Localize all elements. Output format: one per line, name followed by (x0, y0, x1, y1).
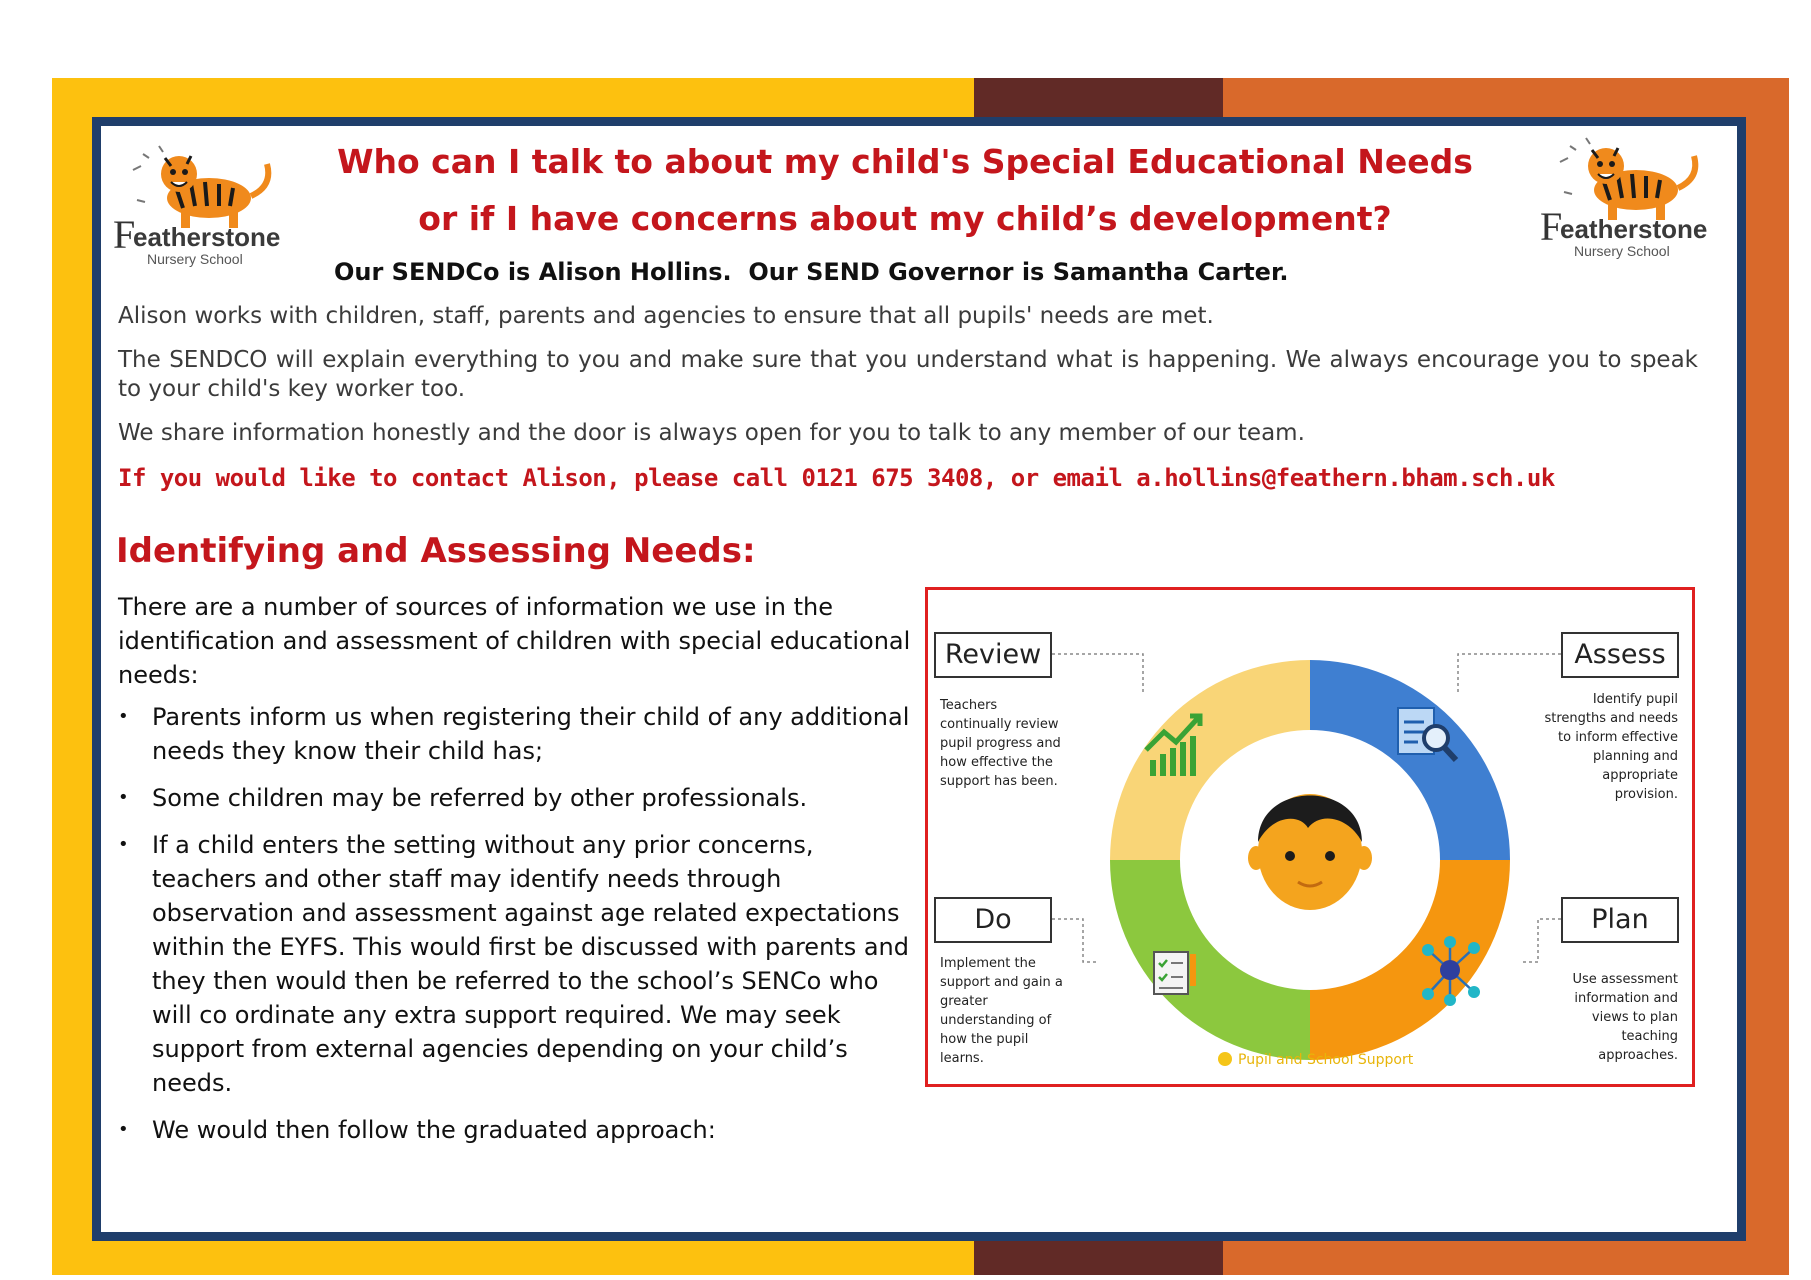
page-title-line2: or if I have concerns about my child’s development? (418, 199, 1392, 238)
review-connector (1052, 654, 1143, 692)
page-title-line1: Who can I talk to about my child's Special Educational Needs (337, 142, 1473, 181)
review-label: Review (934, 632, 1052, 678)
assess-label: Assess (1561, 632, 1679, 678)
intro-paragraph-3: We share information honestly and the door is always open for you to talk to any member of our team. (118, 420, 1305, 446)
diagram-caption (1218, 1052, 1413, 1068)
list-item: • Parents inform us when registering their child of any additional needs they know their child has; (118, 700, 918, 768)
sendco-line: Our SENDCo is Alison Hollins. Our SEND Governor is Samantha Carter. (334, 258, 1289, 286)
intro-paragraph-1: Alison works with children, staff, parents and agencies to ensure that all pupils' needs are met. (118, 303, 1214, 329)
review-description: Teachers continually review pupil progress and how effective the support has been. (940, 698, 1061, 789)
contact-line: If you would like to contact Alison, please call 0121 675 3408, or email a.hollins@feathern.bham.sch.uk (118, 464, 1555, 492)
do-label: Do (934, 897, 1052, 943)
assess-description: Identify pupil strengths and needs to inform effective planning and appropriate provision. (1544, 692, 1678, 802)
section-heading: Identifying and Assessing Needs: (116, 531, 756, 571)
svg-text:F: F (113, 212, 136, 257)
list-item: • If a child enters the setting without any prior concerns, teachers and other staff may identify needs through observation and assessment against age related expectations within the EYFS. This would first be discussed with parents and they then would then be referred to the school’s SENCo who will co ordinate any extra support required. We may seek support from external agencies depending on your child’s needs. (118, 828, 918, 1100)
plan-label: Plan (1561, 897, 1679, 943)
featherstone-logo-left (113, 140, 283, 270)
svg-text:Nursery School: Nursery School (1574, 243, 1670, 259)
plan-description: Use assessment information and views to plan teaching approaches. (1572, 972, 1678, 1063)
assess-connector (1458, 654, 1561, 692)
tiger-icon (133, 146, 268, 228)
tiger-icon (1560, 138, 1695, 220)
list-item: • We would then follow the graduated approach: (118, 1113, 918, 1147)
svg-text:eatherstone: eatherstone (133, 222, 281, 252)
svg-text:F: F (1540, 204, 1563, 249)
child-face-icon (1248, 794, 1372, 910)
section-intro: There are a number of sources of information we use in the identification and assessment of children with special educational needs: (118, 593, 911, 689)
graduated-approach-diagram (925, 587, 1695, 1087)
svg-text:eatherstone: eatherstone (1560, 214, 1708, 244)
needs-bullet-list (118, 700, 918, 1160)
list-item: • Some children may be referred by other professionals. (118, 781, 918, 815)
caption-text: Pupil and School Support (1238, 1052, 1414, 1068)
featherstone-logo-right (1540, 132, 1710, 262)
do-description: Implement the support and gain a greater understanding of how the pupil learns. (940, 956, 1063, 1066)
intro-paragraph-2: The SENDCO will explain everything to you and make sure that you understand what is happening. We always encourage you to speak to your child's key worker too. (118, 347, 1698, 402)
plan-connector (1523, 919, 1561, 962)
svg-text:Nursery School: Nursery School (147, 251, 243, 267)
caption-dot-icon (1218, 1052, 1232, 1066)
